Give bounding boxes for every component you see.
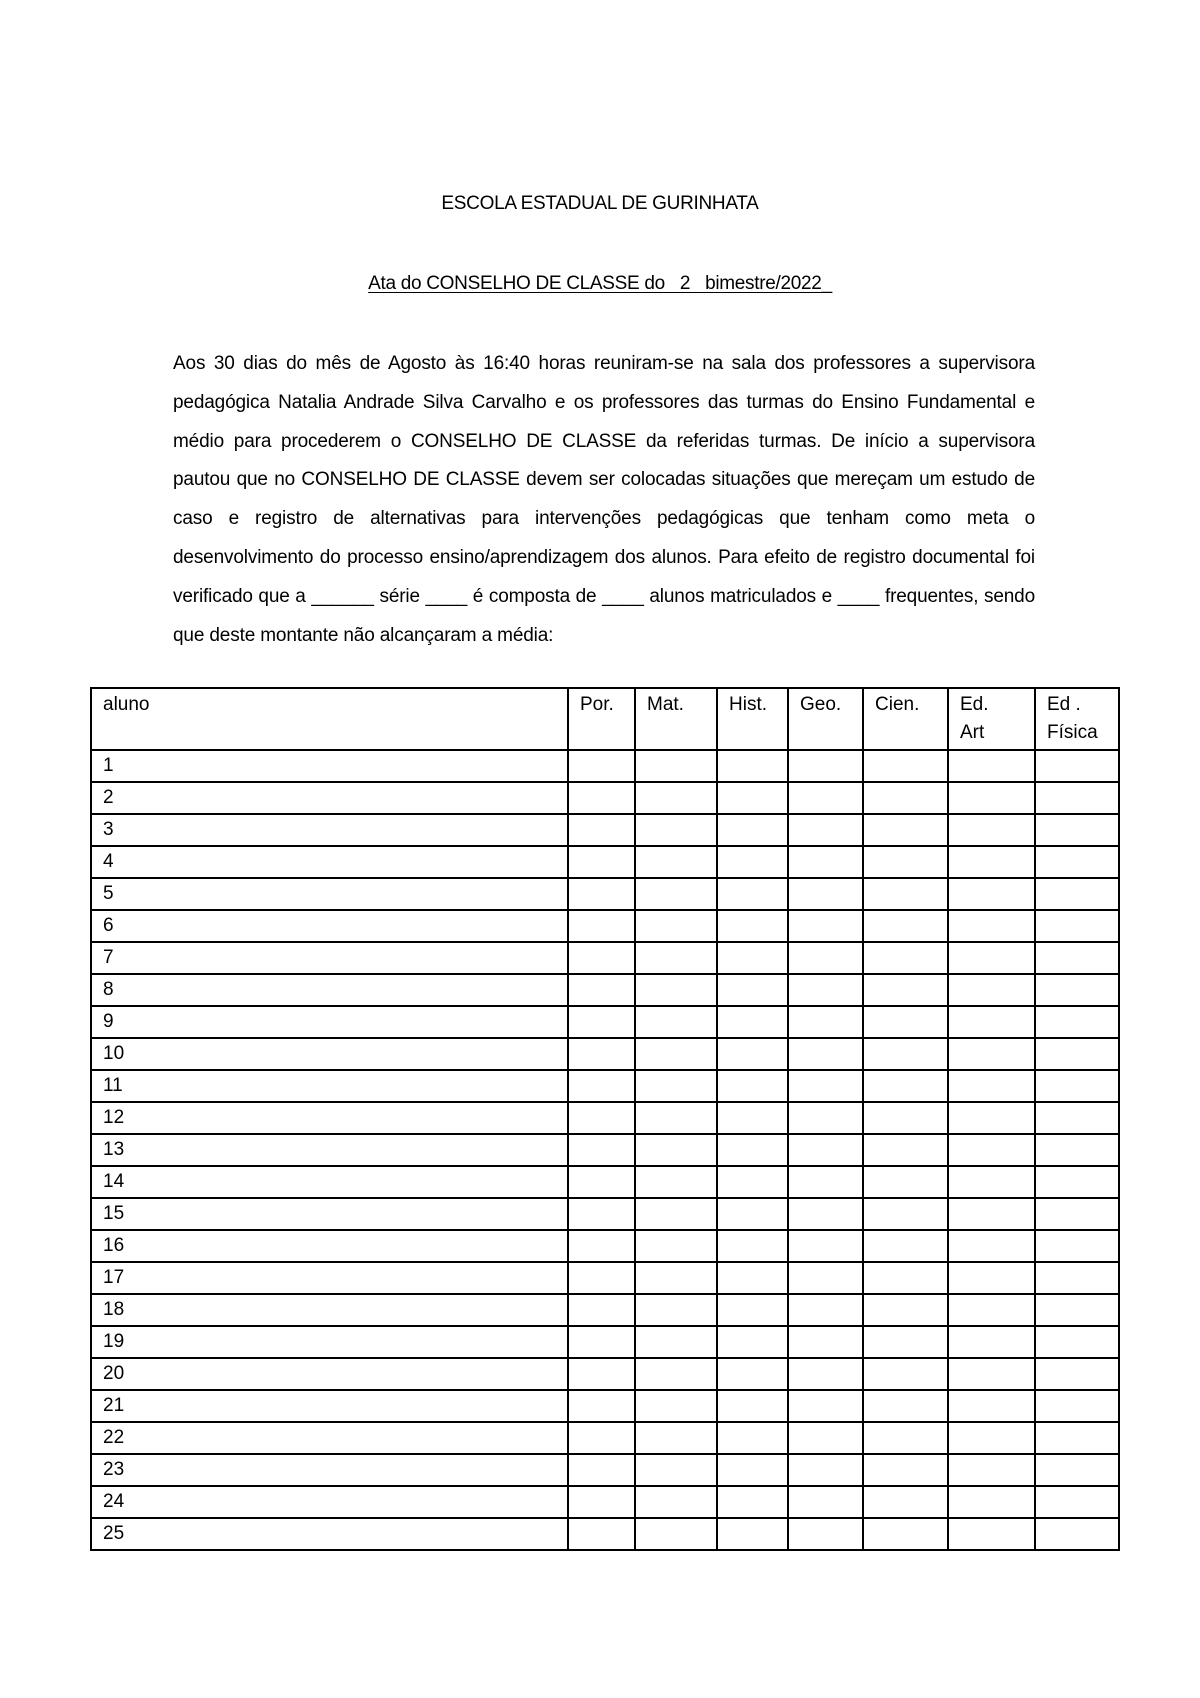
grade-cell-ciencias[interactable] <box>863 1006 948 1038</box>
grade-cell-ed-art[interactable] <box>948 1454 1035 1486</box>
header-ed-art-line1: Ed. <box>960 694 989 715</box>
table-row <box>91 782 1119 814</box>
grade-cell-portugues[interactable] <box>568 1006 635 1038</box>
grade-cell-geografia[interactable] <box>788 1294 863 1326</box>
grade-cell-historia[interactable] <box>717 1166 788 1198</box>
grade-cell-portugues[interactable] <box>568 1166 635 1198</box>
grade-cell-ed-art[interactable] <box>948 1102 1035 1134</box>
grade-cell-ciencias[interactable] <box>863 1070 948 1102</box>
grade-cell-historia[interactable] <box>717 1198 788 1230</box>
grade-cell-portugues[interactable] <box>568 750 635 782</box>
grade-cell-ed-art[interactable] <box>948 1326 1035 1358</box>
grade-cell-portugues[interactable] <box>568 974 635 1006</box>
header-ed-fisica <box>1035 688 1119 750</box>
table-body <box>91 750 1119 1550</box>
grade-cell-historia[interactable] <box>717 1422 788 1454</box>
student-number-cell[interactable]: 7 <box>91 942 568 974</box>
table-row <box>91 1198 1119 1230</box>
grade-cell-geografia[interactable] <box>788 1390 863 1422</box>
grade-cell-ed-fisica[interactable] <box>1035 1038 1119 1070</box>
grade-cell-ed-fisica[interactable] <box>1035 1230 1119 1262</box>
grade-cell-ed-fisica[interactable] <box>1035 1166 1119 1198</box>
grade-cell-historia[interactable] <box>717 942 788 974</box>
table-row <box>91 1134 1119 1166</box>
grade-cell-ed-fisica[interactable] <box>1035 1518 1119 1550</box>
grade-cell-matematica[interactable] <box>635 878 717 910</box>
student-number-cell[interactable]: 9 <box>91 1006 568 1038</box>
grade-cell-ed-art[interactable] <box>948 942 1035 974</box>
student-number-cell[interactable]: 23 <box>91 1454 568 1486</box>
school-name: ESCOLA ESTADUAL DE GURINHATA <box>441 193 759 214</box>
grade-cell-geografia[interactable] <box>788 1102 863 1134</box>
grade-cell-ed-art[interactable] <box>948 1070 1035 1102</box>
grade-cell-ciencias[interactable] <box>863 1518 948 1550</box>
grade-cell-ed-fisica[interactable] <box>1035 878 1119 910</box>
grade-cell-ed-art[interactable] <box>948 750 1035 782</box>
student-number-cell[interactable]: 13 <box>91 1134 568 1166</box>
grade-cell-ed-fisica[interactable] <box>1035 1358 1119 1390</box>
grade-cell-ed-art[interactable] <box>948 782 1035 814</box>
grade-cell-matematica[interactable] <box>635 1038 717 1070</box>
header-ed-fisica-line2: Física <box>1047 722 1098 743</box>
grade-cell-ciencias[interactable] <box>863 1422 948 1454</box>
student-number-cell[interactable]: 17 <box>91 1262 568 1294</box>
grade-cell-portugues[interactable] <box>568 878 635 910</box>
grade-cell-ed-art[interactable] <box>948 1038 1035 1070</box>
grade-cell-historia[interactable] <box>717 1326 788 1358</box>
grade-cell-portugues[interactable] <box>568 1134 635 1166</box>
student-number-cell[interactable]: 19 <box>91 1326 568 1358</box>
table-row <box>91 750 1119 782</box>
grade-cell-historia[interactable] <box>717 1070 788 1102</box>
grade-cell-historia[interactable] <box>717 814 788 846</box>
grade-cell-ed-fisica[interactable] <box>1035 1326 1119 1358</box>
header-matematica: Mat. <box>635 688 717 750</box>
grade-cell-geografia[interactable] <box>788 1038 863 1070</box>
grade-cell-geografia[interactable] <box>788 878 863 910</box>
grade-cell-ed-fisica[interactable] <box>1035 782 1119 814</box>
grade-cell-portugues[interactable] <box>568 846 635 878</box>
table-row <box>91 1390 1119 1422</box>
grade-cell-ed-fisica[interactable] <box>1035 750 1119 782</box>
grade-cell-historia[interactable] <box>717 1454 788 1486</box>
student-number-cell[interactable]: 18 <box>91 1294 568 1326</box>
grade-cell-ciencias[interactable] <box>863 1262 948 1294</box>
grade-cell-historia[interactable] <box>717 1038 788 1070</box>
grade-cell-historia[interactable] <box>717 1390 788 1422</box>
grade-cell-matematica[interactable] <box>635 1006 717 1038</box>
grade-cell-ciencias[interactable] <box>863 878 948 910</box>
grade-cell-ed-art[interactable] <box>948 910 1035 942</box>
grade-cell-geografia[interactable] <box>788 1326 863 1358</box>
grade-cell-historia[interactable] <box>717 1006 788 1038</box>
grade-cell-portugues[interactable] <box>568 910 635 942</box>
table-row <box>91 1422 1119 1454</box>
grade-cell-geografia[interactable] <box>788 1006 863 1038</box>
table-row <box>91 942 1119 974</box>
header-ciencias: Cien. <box>863 688 948 750</box>
grade-cell-matematica[interactable] <box>635 1326 717 1358</box>
grade-cell-ed-fisica[interactable] <box>1035 974 1119 1006</box>
grade-cell-portugues[interactable] <box>568 1262 635 1294</box>
grade-cell-historia[interactable] <box>717 1486 788 1518</box>
student-number-cell[interactable]: 14 <box>91 1166 568 1198</box>
grade-cell-historia[interactable] <box>717 1230 788 1262</box>
student-number-cell[interactable]: 1 <box>91 750 568 782</box>
student-number-cell[interactable]: 4 <box>91 846 568 878</box>
grade-cell-matematica[interactable] <box>635 1070 717 1102</box>
grade-cell-geografia[interactable] <box>788 782 863 814</box>
grade-cell-matematica[interactable] <box>635 1358 717 1390</box>
table-header-row <box>91 688 1119 750</box>
grade-cell-ed-fisica[interactable] <box>1035 1262 1119 1294</box>
grade-cell-portugues[interactable] <box>568 942 635 974</box>
header-ed-art-line2: Art <box>960 722 985 743</box>
grade-cell-ciencias[interactable] <box>863 1358 948 1390</box>
student-number-cell[interactable]: 11 <box>91 1070 568 1102</box>
grade-cell-portugues[interactable] <box>568 1454 635 1486</box>
student-number-cell[interactable]: 24 <box>91 1486 568 1518</box>
grade-cell-geografia[interactable] <box>788 846 863 878</box>
grade-cell-portugues[interactable] <box>568 1358 635 1390</box>
grade-cell-ed-art[interactable] <box>948 974 1035 1006</box>
grade-cell-portugues[interactable] <box>568 1422 635 1454</box>
grade-cell-historia[interactable] <box>717 750 788 782</box>
student-number-cell[interactable]: 21 <box>91 1390 568 1422</box>
grade-cell-ed-art[interactable] <box>948 1230 1035 1262</box>
grade-cell-ed-fisica[interactable] <box>1035 1486 1119 1518</box>
grade-cell-historia[interactable] <box>717 1102 788 1134</box>
grade-cell-historia[interactable] <box>717 782 788 814</box>
header-aluno: aluno <box>91 688 568 750</box>
student-number-cell[interactable]: 15 <box>91 1198 568 1230</box>
table-row <box>91 1038 1119 1070</box>
grade-cell-portugues[interactable] <box>568 1070 635 1102</box>
student-number-cell[interactable]: 3 <box>91 814 568 846</box>
grade-cell-ciencias[interactable] <box>863 1230 948 1262</box>
grade-cell-ciencias[interactable] <box>863 1134 948 1166</box>
grade-cell-matematica[interactable] <box>635 1390 717 1422</box>
grade-cell-ed-fisica[interactable] <box>1035 1102 1119 1134</box>
grades-table <box>90 687 1120 1551</box>
grade-cell-ciencias[interactable] <box>863 814 948 846</box>
grade-cell-ed-art[interactable] <box>948 1294 1035 1326</box>
grade-cell-ed-fisica[interactable] <box>1035 942 1119 974</box>
grade-cell-ciencias[interactable] <box>863 1038 948 1070</box>
grade-cell-ciencias[interactable] <box>863 782 948 814</box>
grade-cell-historia[interactable] <box>717 1294 788 1326</box>
grade-cell-portugues[interactable] <box>568 1326 635 1358</box>
grade-cell-geografia[interactable] <box>788 750 863 782</box>
table-row <box>91 1294 1119 1326</box>
student-number-cell[interactable]: 8 <box>91 974 568 1006</box>
grade-cell-ed-art[interactable] <box>948 1198 1035 1230</box>
grade-cell-ed-art[interactable] <box>948 1390 1035 1422</box>
grade-cell-geografia[interactable] <box>788 1358 863 1390</box>
grade-cell-ed-fisica[interactable] <box>1035 1198 1119 1230</box>
grade-cell-ed-art[interactable] <box>948 1166 1035 1198</box>
grade-cell-ed-art[interactable] <box>948 1358 1035 1390</box>
table-row <box>91 1102 1119 1134</box>
grade-cell-matematica[interactable] <box>635 1134 717 1166</box>
student-number-cell[interactable]: 5 <box>91 878 568 910</box>
grade-cell-portugues[interactable] <box>568 1102 635 1134</box>
table-row <box>91 1166 1119 1198</box>
grade-cell-matematica[interactable] <box>635 1486 717 1518</box>
grade-cell-matematica[interactable] <box>635 1518 717 1550</box>
grade-cell-portugues[interactable] <box>568 1198 635 1230</box>
grade-cell-historia[interactable] <box>717 974 788 1006</box>
student-number-cell[interactable]: 20 <box>91 1358 568 1390</box>
student-number-cell[interactable]: 2 <box>91 782 568 814</box>
header-geografia: Geo. <box>788 688 863 750</box>
student-number-cell[interactable]: 16 <box>91 1230 568 1262</box>
grade-cell-matematica[interactable] <box>635 1166 717 1198</box>
grade-cell-matematica[interactable] <box>635 1230 717 1262</box>
grade-cell-geografia[interactable] <box>788 1166 863 1198</box>
grade-cell-ed-fisica[interactable] <box>1035 1294 1119 1326</box>
grade-cell-ciencias[interactable] <box>863 974 948 1006</box>
grade-cell-ciencias[interactable] <box>863 750 948 782</box>
grade-cell-portugues[interactable] <box>568 814 635 846</box>
grade-cell-ciencias[interactable] <box>863 910 948 942</box>
grade-cell-portugues[interactable] <box>568 1390 635 1422</box>
grade-cell-geografia[interactable] <box>788 1262 863 1294</box>
grade-cell-geografia[interactable] <box>788 1230 863 1262</box>
grade-cell-ed-art[interactable] <box>948 878 1035 910</box>
grade-cell-ed-fisica[interactable] <box>1035 1070 1119 1102</box>
body-paragraph: Aos 30 dias do mês de Agosto às 16:40 horas reuniram-se na sala dos professores a supervisora pedagógica Natalia Andrade Silva Carvalho e os professores das turmas do Ensino Fundamental e médio para procederem o CONSELHO DE CLASSE da referidas turmas. De início a supervisora pautou que no CONSELHO DE CLASSE devem ser colocadas situações que mereçam um estudo de caso e registro de alternativas para intervenções pedagógicas que tenham como meta o desenvolvimento do processo ensino/aprendizagem dos alunos. Para efeito de registro documental foi verificado que a ______ série ____ é composta de ____ alunos matriculados e ____ frequentes, sendo que deste montante não alcançaram a média: <box>173 353 1035 646</box>
grade-cell-portugues[interactable] <box>568 1294 635 1326</box>
grade-cell-ed-fisica[interactable] <box>1035 1390 1119 1422</box>
grade-cell-historia[interactable] <box>717 910 788 942</box>
grade-cell-portugues[interactable] <box>568 1518 635 1550</box>
grade-cell-ciencias[interactable] <box>863 1486 948 1518</box>
grade-cell-ciencias[interactable] <box>863 1454 948 1486</box>
grade-cell-historia[interactable] <box>717 878 788 910</box>
grade-cell-matematica[interactable] <box>635 1422 717 1454</box>
student-number-cell[interactable]: 22 <box>91 1422 568 1454</box>
grade-cell-ciencias[interactable] <box>863 942 948 974</box>
grade-cell-ed-fisica[interactable] <box>1035 1006 1119 1038</box>
student-number-cell[interactable]: 12 <box>91 1102 568 1134</box>
grade-cell-ed-art[interactable] <box>948 1486 1035 1518</box>
grade-cell-ed-fisica[interactable] <box>1035 814 1119 846</box>
grade-cell-historia[interactable] <box>717 846 788 878</box>
header-ed-fisica-line1: Ed . <box>1047 694 1081 715</box>
grade-cell-matematica[interactable] <box>635 910 717 942</box>
grade-cell-portugues[interactable] <box>568 1038 635 1070</box>
table-row <box>91 1454 1119 1486</box>
table-row <box>91 1262 1119 1294</box>
grade-cell-matematica[interactable] <box>635 1262 717 1294</box>
header-portugues: Por. <box>568 688 635 750</box>
grade-cell-geografia[interactable] <box>788 1454 863 1486</box>
grade-cell-historia[interactable] <box>717 1262 788 1294</box>
grade-cell-geografia[interactable] <box>788 1070 863 1102</box>
grade-cell-ed-art[interactable] <box>948 1006 1035 1038</box>
table-row <box>91 1230 1119 1262</box>
grade-cell-ciencias[interactable] <box>863 1102 948 1134</box>
student-number-cell[interactable]: 25 <box>91 1518 568 1550</box>
table-row <box>91 878 1119 910</box>
grade-cell-ciencias[interactable] <box>863 1198 948 1230</box>
grade-cell-matematica[interactable] <box>635 1294 717 1326</box>
grade-cell-ed-art[interactable] <box>948 814 1035 846</box>
grade-cell-portugues[interactable] <box>568 782 635 814</box>
grade-cell-matematica[interactable] <box>635 942 717 974</box>
grade-cell-matematica[interactable] <box>635 846 717 878</box>
grade-cell-ciencias[interactable] <box>863 1390 948 1422</box>
grade-cell-ed-fisica[interactable] <box>1035 1454 1119 1486</box>
header-ed-art <box>948 688 1035 750</box>
grade-cell-ciencias[interactable] <box>863 1326 948 1358</box>
grade-cell-portugues[interactable] <box>568 1486 635 1518</box>
student-number-cell[interactable]: 10 <box>91 1038 568 1070</box>
grade-cell-ed-art[interactable] <box>948 1134 1035 1166</box>
grade-cell-geografia[interactable] <box>788 910 863 942</box>
grade-cell-ciencias[interactable] <box>863 846 948 878</box>
grade-cell-ed-art[interactable] <box>948 1262 1035 1294</box>
table-row <box>91 846 1119 878</box>
grade-cell-geografia[interactable] <box>788 974 863 1006</box>
grade-cell-geografia[interactable] <box>788 1422 863 1454</box>
grade-cell-ciencias[interactable] <box>863 1166 948 1198</box>
ata-title-line <box>0 273 1200 295</box>
grade-cell-ed-fisica[interactable] <box>1035 846 1119 878</box>
table-row <box>91 1486 1119 1518</box>
grade-cell-geografia[interactable] <box>788 1518 863 1550</box>
grade-cell-ed-fisica[interactable] <box>1035 1422 1119 1454</box>
grade-cell-ed-art[interactable] <box>948 1422 1035 1454</box>
table-row <box>91 1006 1119 1038</box>
table-row <box>91 1358 1119 1390</box>
table-row <box>91 974 1119 1006</box>
table-row <box>91 1518 1119 1550</box>
grade-cell-geografia[interactable] <box>788 942 863 974</box>
table-row <box>91 910 1119 942</box>
grade-cell-matematica[interactable] <box>635 974 717 1006</box>
table-row <box>91 1326 1119 1358</box>
grade-cell-matematica[interactable] <box>635 782 717 814</box>
grade-cell-ed-art[interactable] <box>948 846 1035 878</box>
grade-cell-ed-art[interactable] <box>948 1518 1035 1550</box>
table-row <box>91 1070 1119 1102</box>
student-number-cell[interactable]: 6 <box>91 910 568 942</box>
grade-cell-portugues[interactable] <box>568 1230 635 1262</box>
grade-cell-historia[interactable] <box>717 1134 788 1166</box>
grade-cell-geografia[interactable] <box>788 814 863 846</box>
ata-title: Ata do CONSELHO DE CLASSE do 2 bimestre/2022_ <box>368 273 832 294</box>
grade-cell-matematica[interactable] <box>635 1454 717 1486</box>
grade-cell-geografia[interactable] <box>788 1486 863 1518</box>
grade-cell-ed-fisica[interactable] <box>1035 1134 1119 1166</box>
grade-cell-matematica[interactable] <box>635 1102 717 1134</box>
grade-cell-geografia[interactable] <box>788 1198 863 1230</box>
grade-cell-matematica[interactable] <box>635 814 717 846</box>
table-row <box>91 814 1119 846</box>
grade-cell-historia[interactable] <box>717 1358 788 1390</box>
grade-cell-matematica[interactable] <box>635 750 717 782</box>
grade-cell-ed-fisica[interactable] <box>1035 910 1119 942</box>
grade-cell-ciencias[interactable] <box>863 1294 948 1326</box>
grade-cell-geografia[interactable] <box>788 1134 863 1166</box>
header-historia: Hist. <box>717 688 788 750</box>
grade-cell-matematica[interactable] <box>635 1198 717 1230</box>
grade-cell-historia[interactable] <box>717 1518 788 1550</box>
